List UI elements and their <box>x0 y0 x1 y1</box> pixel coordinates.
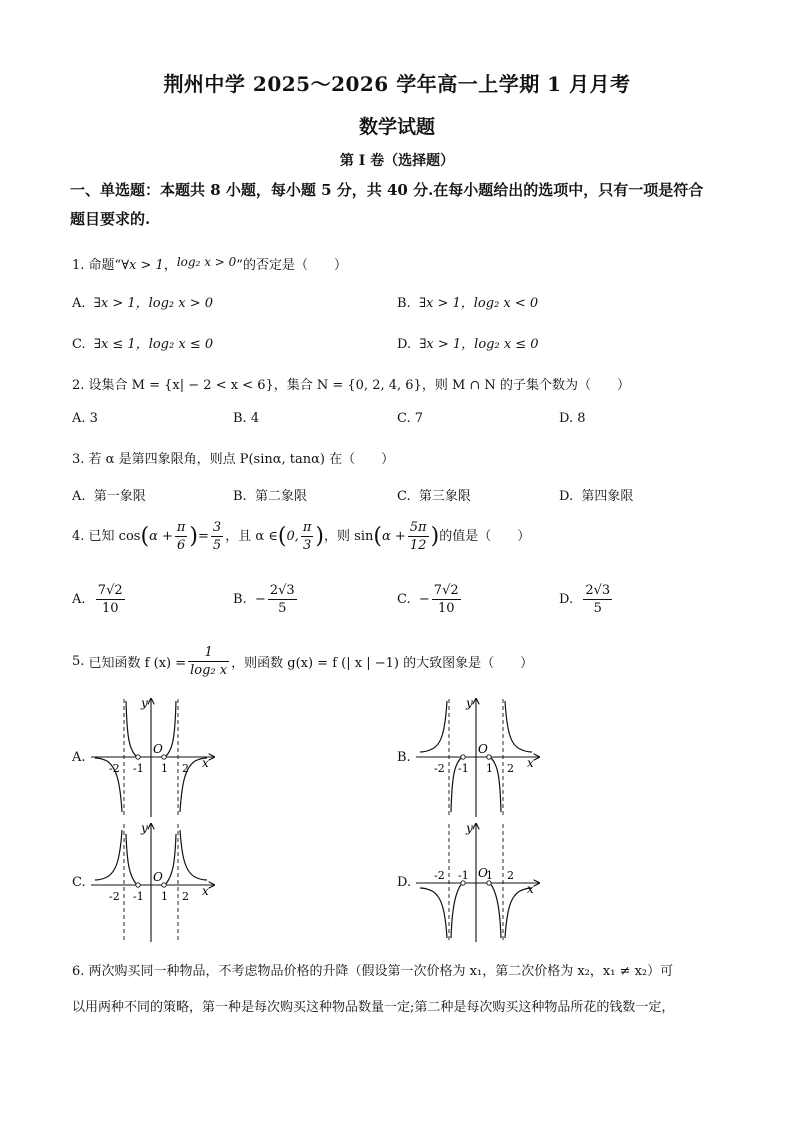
graph-option-b-label[interactable]: B. <box>397 750 411 765</box>
fraction <box>211 519 223 554</box>
option-text: 第一象限 <box>93 489 146 504</box>
fraction-numerator: 2√3 <box>269 583 295 598</box>
y-axis-label: y <box>141 696 148 710</box>
option-sign: − <box>418 592 430 607</box>
question-number: 4. <box>72 529 85 544</box>
option-text: ∃x ≤ 1，log₂ x ≤ 0 <box>93 337 214 352</box>
question-4-option-b[interactable] <box>233 582 299 617</box>
option-label: B. <box>233 411 247 426</box>
section-heading-line1: 一、单选题：本题共 8 小题，每小题 5 分，共 40 分.在每小题给出的选项中，只有一项是符合 <box>70 181 704 199</box>
question-number: 1. <box>72 258 85 273</box>
tick-label: 2 <box>507 762 514 775</box>
stem-math: log₂ x > 0 <box>176 255 237 269</box>
option-fraction <box>583 582 612 617</box>
section-heading-line2: 题目要求的. <box>70 210 151 228</box>
origin-label: O <box>153 742 163 756</box>
paren: ) <box>430 524 440 549</box>
graph-option-d-label[interactable]: D. <box>397 875 412 890</box>
graph-option-c[interactable] <box>88 820 223 945</box>
graph-option-d[interactable] <box>413 820 548 945</box>
fraction-numerator: 7√2 <box>433 583 459 598</box>
curve-right-inner <box>490 883 501 938</box>
fraction <box>175 519 188 554</box>
origin-label: O <box>478 742 488 756</box>
option-text: ∃x > 1，log₂ x > 0 <box>93 296 214 311</box>
tick-label: 2 <box>182 890 189 903</box>
curve-right-outer <box>505 701 532 752</box>
stem-math: 0, <box>286 529 299 544</box>
curve-right-inner <box>165 834 176 885</box>
question-number: 2. <box>72 378 85 393</box>
question-6-stem-line2: 以用两种不同的策略，第一种是每次购买这种物品数量一定;第二种是每次购买这种物品所花的钱数一定， <box>72 1000 675 1015</box>
fraction-numerator: 5π <box>409 520 427 535</box>
fraction <box>408 519 429 554</box>
option-label: A. <box>72 489 86 504</box>
stem-text: = <box>198 529 209 544</box>
stem-text: ，则函数 g(x) = f (| x | −1) 的大致图象是（ ） <box>231 656 534 671</box>
curve-left-outer <box>420 888 447 938</box>
curve-left-outer <box>95 830 122 880</box>
graph-option-a[interactable] <box>88 695 223 820</box>
stem-text: ，则 sin <box>324 529 374 544</box>
x-axis-label: x <box>527 882 534 896</box>
fraction-numerator: 2√3 <box>585 583 611 598</box>
option-text: 8 <box>577 411 586 426</box>
question-1-option-b[interactable] <box>397 292 538 311</box>
paren: ) <box>315 524 325 549</box>
option-sign: − <box>254 592 266 607</box>
paren: ) <box>189 524 199 549</box>
option-label: A. <box>72 411 86 426</box>
question-2-option-d[interactable] <box>559 411 586 426</box>
question-2-option-b[interactable] <box>233 411 259 426</box>
tick-label: 1 <box>486 762 493 775</box>
graph-option-c-label[interactable]: C. <box>72 875 86 890</box>
fraction-numerator: π <box>302 520 312 535</box>
tick-label: -1 <box>458 869 469 882</box>
option-label: B. <box>233 592 247 607</box>
question-1-stem <box>72 254 347 273</box>
fraction-numerator: 7√2 <box>97 583 123 598</box>
fraction-denominator: 12 <box>409 538 427 553</box>
tick-label: 1 <box>161 890 168 903</box>
paren: ( <box>140 524 150 549</box>
tick-label: -2 <box>434 762 445 775</box>
option-label: A. <box>72 592 86 607</box>
question-4-option-c[interactable] <box>397 582 463 617</box>
option-fraction <box>432 582 461 617</box>
tick-label: -2 <box>434 869 445 882</box>
option-label: B. <box>397 296 411 311</box>
tick-label: 1 <box>161 762 168 775</box>
stem-text: 设集合 M = {x| − 2 < x < 6}，集合 N = {0, 2, 4, 6}，则 M ∩ N 的子集个数为（ ） <box>88 378 630 393</box>
question-3-stem <box>72 448 394 467</box>
fraction-denominator: 5 <box>212 538 222 553</box>
paren: ( <box>373 524 382 549</box>
option-label: D. <box>397 337 412 352</box>
option-label: C. <box>397 489 411 504</box>
curve-left-inner <box>126 834 137 885</box>
fraction-denominator: log₂ x <box>190 663 228 678</box>
open-point <box>461 755 465 759</box>
option-fraction <box>268 582 297 617</box>
question-6-stem-line1 <box>72 960 673 979</box>
fraction-numerator: 3 <box>212 520 222 535</box>
tick-label: -1 <box>133 890 144 903</box>
fraction-denominator: 6 <box>177 538 186 553</box>
fraction-denominator: 5 <box>278 601 287 616</box>
fraction <box>301 519 314 554</box>
tick-label: 2 <box>182 762 189 775</box>
page-title: 荆州中学 2025～2026 学年高一上学期 1 月月考 <box>163 72 631 96</box>
question-2-option-a[interactable] <box>72 411 98 426</box>
question-number: 3. <box>72 452 85 467</box>
option-fraction <box>96 582 125 617</box>
option-label: C. <box>72 337 86 352</box>
page-subtitle: 数学试题 <box>358 116 435 138</box>
question-3-option-d[interactable] <box>559 485 633 504</box>
option-label: D. <box>559 411 574 426</box>
stem-text: 的值是（ ） <box>439 529 531 544</box>
open-point <box>136 755 140 759</box>
stem-text: 命题“ <box>88 258 122 273</box>
question-4-option-d[interactable] <box>559 582 614 617</box>
graph-option-a-label[interactable]: A. <box>72 750 86 765</box>
question-1-option-c[interactable] <box>72 333 213 352</box>
stem-text: 两次购买同一种物品，不考虑物品价格的升降（假设第一次价格为 x₁，第二次价格为 x₂，x₁ ≠ x₂）可 <box>88 964 674 979</box>
option-label: B. <box>233 489 247 504</box>
option-text: 3 <box>89 411 98 426</box>
option-label: C. <box>397 411 411 426</box>
tick-label: -1 <box>458 762 469 775</box>
option-text: ∃x > 1，log₂ x < 0 <box>418 296 539 311</box>
question-1-option-a[interactable] <box>72 292 213 311</box>
stem-math: ∀x > 1 <box>121 258 164 273</box>
option-text: 第三象限 <box>418 489 471 504</box>
option-label: A. <box>72 296 86 311</box>
curve-left-inner <box>126 701 137 757</box>
option-text: 第二象限 <box>254 489 307 504</box>
stem-text: ，且 α ∈ <box>225 529 278 544</box>
stem-math: α + <box>381 529 406 544</box>
tick-label: 2 <box>507 869 514 882</box>
curve-left-inner <box>451 883 462 938</box>
origin-label: O <box>153 870 163 884</box>
stem-text: 若 α 是第四象限角，则点 P(sinα, tanα) 在（ ） <box>88 452 395 467</box>
question-number: 5. <box>72 654 85 669</box>
option-text: ∃x > 1，log₂ x ≤ 0 <box>419 337 539 352</box>
origin-label: O <box>478 866 488 880</box>
stem-text: 已知 cos <box>88 529 141 544</box>
option-label: C. <box>397 592 411 607</box>
option-label: D. <box>559 592 574 607</box>
y-axis-label: y <box>466 821 473 835</box>
y-axis-label: y <box>466 696 473 710</box>
question-3-option-c[interactable] <box>397 485 471 504</box>
fraction-denominator: 3 <box>303 538 312 553</box>
option-text: 4 <box>250 411 260 426</box>
question-5-stem <box>72 644 533 679</box>
paren: ( <box>277 524 287 549</box>
question-3-option-b[interactable] <box>233 485 307 504</box>
tick-label: 1 <box>486 869 493 882</box>
volume-heading: 第 I 卷（选择题） <box>339 153 455 169</box>
question-4-stem <box>72 519 530 554</box>
fraction-denominator: 10 <box>437 601 455 616</box>
fraction <box>188 644 229 679</box>
curve-right-outer <box>180 830 207 880</box>
x-axis-label: x <box>527 756 534 770</box>
tick-label: -2 <box>109 890 120 903</box>
question-1-option-d[interactable] <box>397 333 539 352</box>
option-label: D. <box>559 489 574 504</box>
tick-label: -2 <box>109 762 120 775</box>
stem-text: ， <box>163 258 177 273</box>
question-3-option-a[interactable] <box>72 485 146 504</box>
question-number: 6. <box>72 964 85 979</box>
question-2-option-c[interactable] <box>397 411 423 426</box>
stem-math: α + <box>149 529 173 544</box>
fraction-numerator: π <box>176 520 186 535</box>
graph-option-b[interactable] <box>413 695 548 820</box>
stem-text: 已知函数 f (x) = <box>88 656 187 671</box>
x-axis-label: x <box>202 884 209 898</box>
fraction-numerator: 1 <box>188 644 229 662</box>
question-4-option-a[interactable] <box>72 582 127 617</box>
curve-left-outer <box>420 701 447 752</box>
open-point <box>136 883 140 887</box>
option-text: 第四象限 <box>581 489 634 504</box>
question-2-stem <box>72 374 630 393</box>
curve-right-inner <box>165 701 176 757</box>
option-text: 7 <box>414 411 424 426</box>
stem-text: ”的否定是（ ） <box>236 258 347 273</box>
fraction-denominator: 5 <box>593 601 602 616</box>
x-axis-label: x <box>202 756 209 770</box>
y-axis-label: y <box>141 821 148 835</box>
fraction-denominator: 10 <box>101 601 119 616</box>
tick-label: -1 <box>133 762 144 775</box>
